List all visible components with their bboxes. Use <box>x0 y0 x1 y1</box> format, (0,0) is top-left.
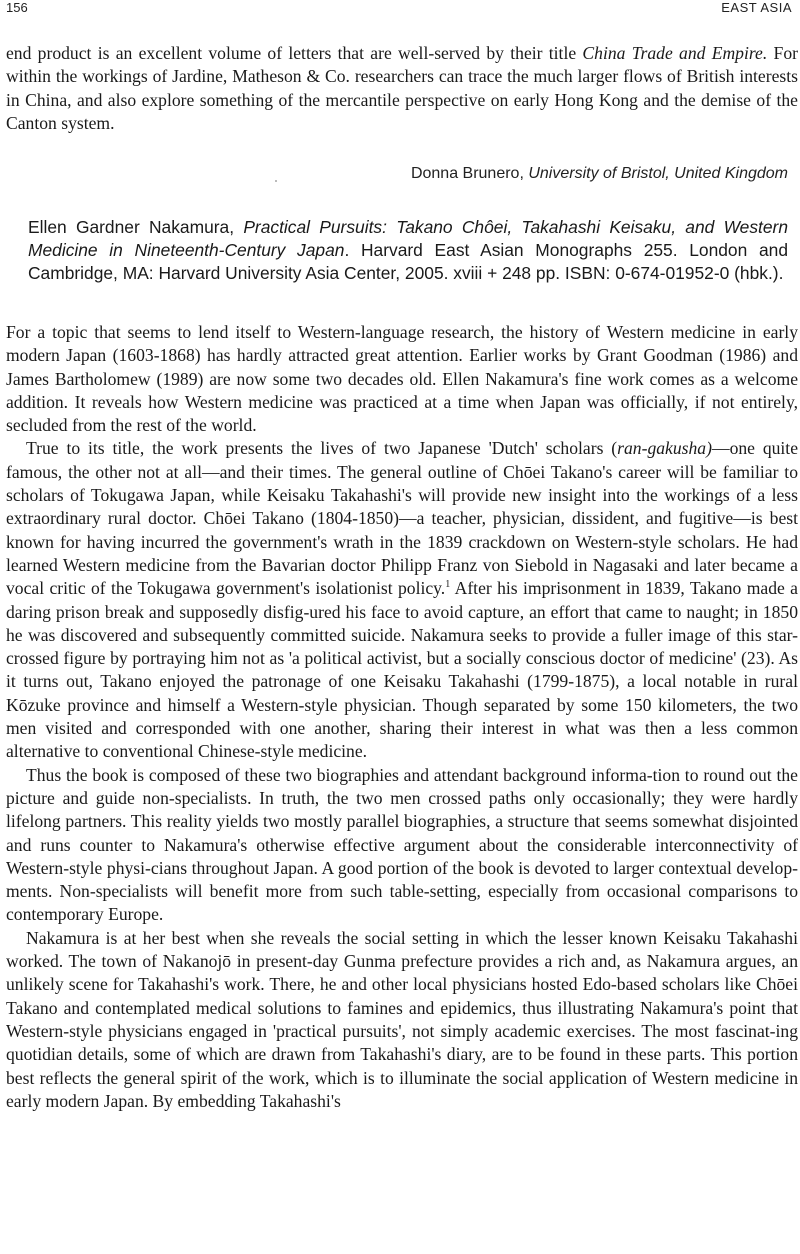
reviewer-signature <box>411 165 788 183</box>
reviewer-affiliation: University of Bristol, United Kingdom <box>528 165 788 182</box>
intro-book-title: China Trade and Empire. <box>582 43 768 63</box>
decorative-dot <box>275 180 277 182</box>
reference-details: . Harvard East Asian Monographs 255. London and Cambridge, MA: Harvard University Asia Center, 2005. xviii + 248 pp. ISBN: 0-674-01952-0 (hbk.). <box>28 240 789 283</box>
running-title: EAST ASIA <box>721 0 792 15</box>
intro-paragraph <box>6 42 798 135</box>
paragraph-1: For a topic that seems to lend itself to Western-language research, the history of Western medicine in early modern Japan (1603-1868) has hardly attracted great attention. Earlier works by Grant Goodman (1986) and James Bartholomew (1989) are now some two decades old. Ellen Nakamura's fine work comes as a welcome addition. It reveals how Western medicine was practiced at a time when Japan was officially, if not entirely, secluded from the rest of the world. <box>6 322 798 436</box>
page-header <box>0 0 800 22</box>
reference-title: Practical Pursuits: Takano Chôei, Takahashi Keisaku, and Western Medicine in Nineteenth-Century Japan <box>28 217 789 260</box>
intro-text-end: For within the workings of Jardine, Matheson & Co. researchers can trace the much larger flows of British interests in China, and also explore something of the mercantile perspective on early Hong Kong and the demise of the Canton system. <box>6 43 798 133</box>
review-body <box>6 321 798 1113</box>
paragraph-3: Thus the book is composed of these two biographies and attendant background informa-tion to round out the picture and guide non-specialists. In truth, the two men crossed paths only occasionally; they were hardly lifelong partners. This reality yields two mostly parallel biographies, a structure that seems somewhat disjointed and runs counter to Nakamura's otherwise effective argument about the considerable interconnectivity of Western-style physi-cians throughout Japan. A good portion of the book is devoted to larger contextual develop-ments. Non-specialists will benefit more from such table-setting, especially from occasional comparisons to contemporary Europe. <box>6 764 798 925</box>
reviewer-name: Donna Brunero, <box>410 165 529 182</box>
reference-author: Ellen Gardner Nakamura, <box>28 217 244 237</box>
paragraph-2-part-c: After his imprisonment in 1839, Takano made a daring prison break and supposedly disfig-ured his face to avoid capture, an effort that came to naught; in 1850 he was discovered and subsequently committed suicide. Nakamura seeks to provide a fuller image of this star-crossed figure by portraying him not as 'a political activist, but a socially conscious doctor of medicine' (23). As it turns out, Takano enjoyed the patronage of one Keisaku Takahashi (1799-1875), a local notable in rural Kōzuke province and himself a Western-style physician. Though separated by some 150 kilometers, the two men visited and corresponded with one another, sharing their interest in what was then a less common alternative to conventional Chinese-style medicine. <box>6 578 798 762</box>
paragraph-2 <box>6 437 798 763</box>
paragraph-2-part-b: —one quite famous, the other not at all—and their times. The general outline of Chōei Takano's career will be familiar to scholars of Tokugawa Japan, while Keisaku Takahashi's will provide new insight into the workings of a less extraordinary rural doctor. Chōei Takano (1804-1850)—a teacher, physician, dissident, and fugitive—is best known for having incurred the government's wrath in the 1839 crackdown on Western-style scholars. He had learned Western medicine from the Bavarian doctor Philipp Franz von Siebold in Nagasaki and later became a vocal critic of the Tokugawa government's isolationist policy. <box>6 438 799 599</box>
paragraph-2-italic-term: ran-gakusha) <box>617 438 712 459</box>
book-reference <box>28 216 788 285</box>
paragraph-2-part-a: True to its title, the work presents the lives of two Japanese 'Dutch' scholars ( <box>26 438 618 459</box>
page-number: 156 <box>6 0 28 15</box>
intro-text-start: end product is an excellent volume of letters that are well-served by their title <box>6 43 583 63</box>
paragraph-4: Nakamura is at her best when she reveals the social setting in which the lesser known Keisaku Takahashi worked. The town of Nakanojō in present-day Gunma prefecture provides a rich and, as Nakamura argues, an unlikely scene for Takahashi's work. There, he and other local physicians hosted Edo-based scholars like Chōei Takano and contemplated medical solutions to famines and epidemics, thus illustrating Nakamura's point that Western-style physicians engaged in 'practical pursuits', not simply academic exercises. The most fascinat-ing quotidian details, some of which are drawn from Takahashi's diary, are to be found in these parts. This portion best reflects the general spirit of the work, which is to illuminate the social application of Western medicine in early modern Japan. By embedding Takahashi's <box>6 927 798 1111</box>
footnote-marker[interactable]: 1 <box>445 579 451 591</box>
